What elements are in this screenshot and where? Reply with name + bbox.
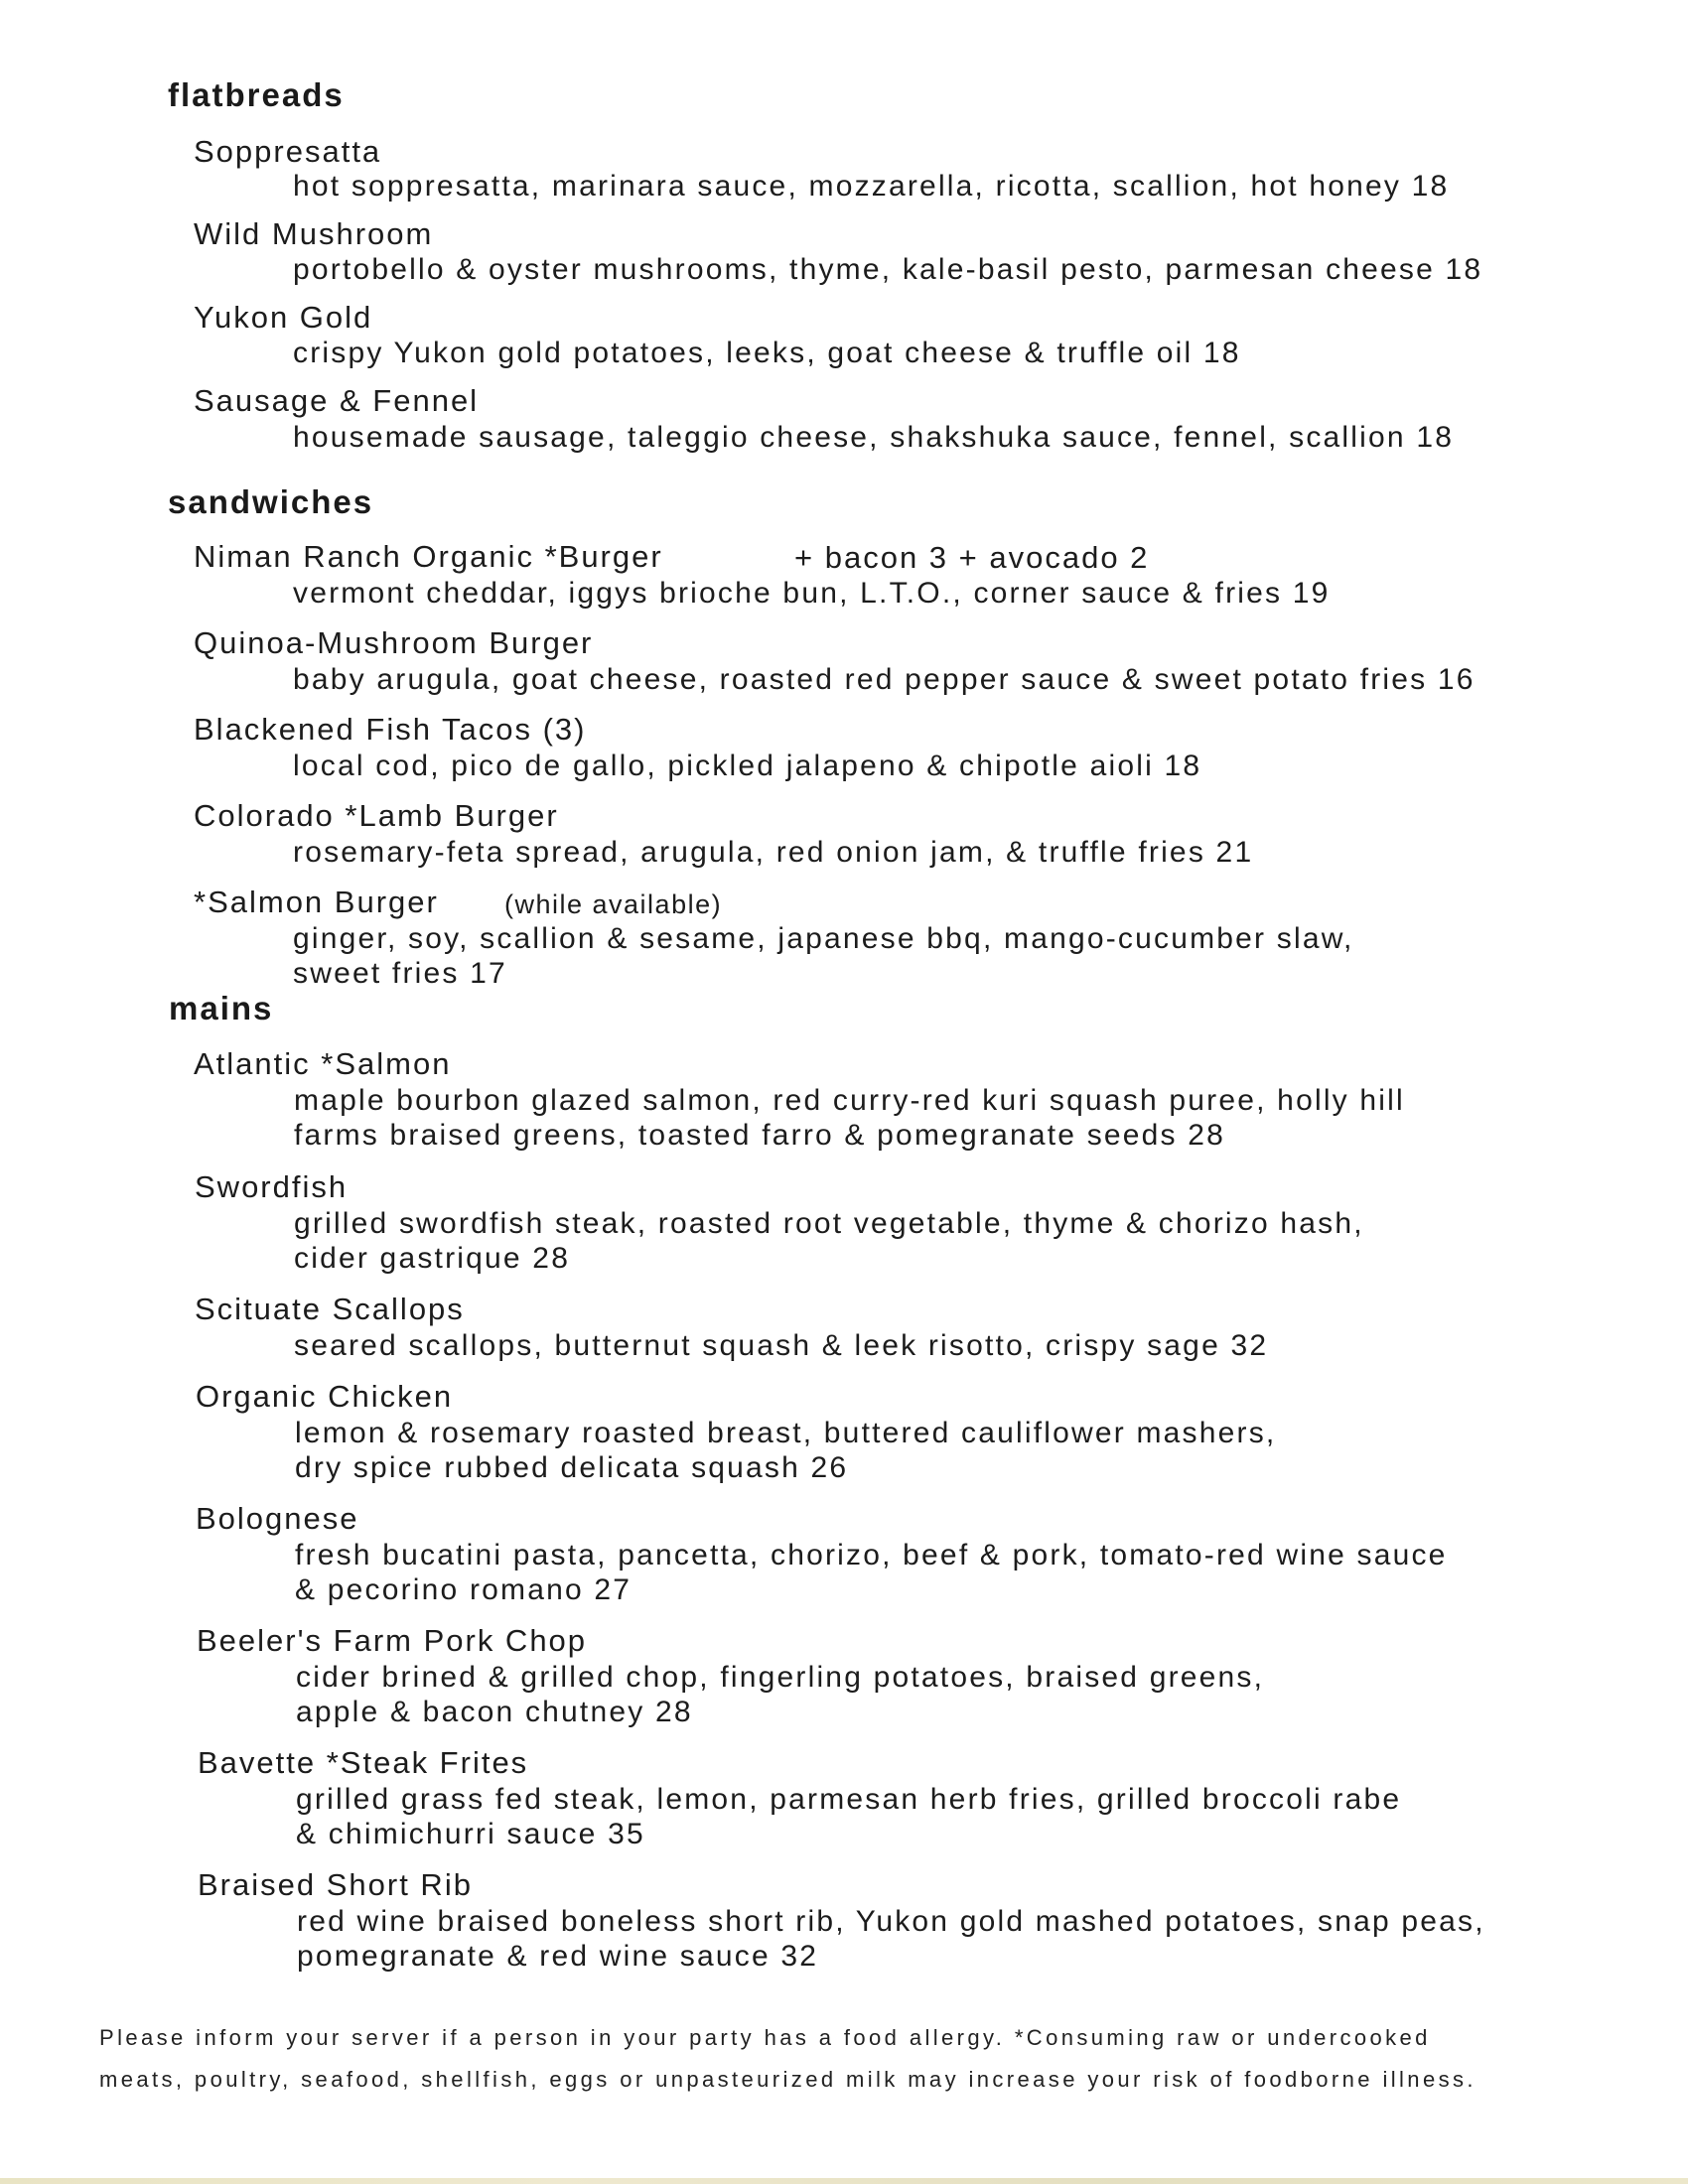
item-desc-scituate-scallops: seared scallops, butternut squash & leek risotto, crispy sage 32 <box>294 1329 1269 1362</box>
allergy-disclaimer-line-2: meats, poultry, seafood, shellfish, eggs or unpasteurized milk may increase your risk of foodborne illness. <box>99 2067 1477 2092</box>
item-name-swordfish: Swordfish <box>195 1169 349 1204</box>
item-desc-atlantic-salmon-2: farms braised greens, toasted farro & pomegranate seeds 28 <box>294 1119 1226 1152</box>
item-desc-blackened-fish-tacos: local cod, pico de gallo, pickled jalapeno & chipotle aioli 18 <box>293 750 1202 782</box>
item-addon-niman-ranch-burger: + bacon 3 + avocado 2 <box>794 540 1150 575</box>
allergy-disclaimer <box>99 2017 1628 2101</box>
item-desc-swordfish: grilled swordfish steak, roasted root vegetable, thyme & chorizo hash, <box>294 1207 1364 1240</box>
item-name-sausage-fennel: Sausage & Fennel <box>194 383 480 418</box>
item-name-scituate-scallops: Scituate Scallops <box>195 1292 465 1326</box>
item-desc-organic-chicken-2: dry spice rubbed delicata squash 26 <box>295 1451 849 1484</box>
item-desc-salmon-burger: ginger, soy, scallion & sesame, japanese bbq, mango-cucumber slaw, <box>293 922 1354 955</box>
item-desc-bolognese: fresh bucatini pasta, pancetta, chorizo, beef & pork, tomato-red wine sauce <box>295 1539 1448 1571</box>
item-desc-pork-chop-2: apple & bacon chutney 28 <box>296 1696 693 1728</box>
scan-edge-strip <box>0 2178 1688 2184</box>
item-name-quinoa-mushroom-burger: Quinoa-Mushroom Burger <box>194 625 594 660</box>
item-desc-bolognese-2: & pecorino romano 27 <box>295 1573 633 1606</box>
item-desc-soppresatta: hot soppresatta, marinara sauce, mozzarella, ricotta, scallion, hot honey 18 <box>293 170 1450 203</box>
item-desc-organic-chicken: lemon & rosemary roasted breast, buttered cauliflower mashers, <box>295 1417 1277 1449</box>
item-name-yukon-gold: Yukon Gold <box>194 300 373 335</box>
item-name-salmon-burger: *Salmon Burger <box>194 885 439 919</box>
item-desc-braised-short-rib-2: pomegranate & red wine sauce 32 <box>297 1940 819 1973</box>
item-desc-pork-chop: cider brined & grilled chop, fingerling potatoes, braised greens, <box>296 1661 1265 1694</box>
item-desc-niman-ranch-burger: vermont cheddar, iggys brioche bun, L.T.O., corner sauce & fries 19 <box>293 577 1331 610</box>
section-title-mains: mains <box>169 990 274 1026</box>
item-name-bolognese: Bolognese <box>196 1501 359 1536</box>
item-name-wild-mushroom: Wild Mushroom <box>194 216 434 251</box>
section-title-flatbreads: flatbreads <box>168 76 345 113</box>
item-name-pork-chop: Beeler's Farm Pork Chop <box>197 1623 588 1658</box>
item-desc-yukon-gold: crispy Yukon gold potatoes, leeks, goat cheese & truffle oil 18 <box>293 337 1241 369</box>
item-name-braised-short-rib: Braised Short Rib <box>198 1867 473 1902</box>
item-desc-sausage-fennel: housemade sausage, taleggio cheese, shakshuka sauce, fennel, scallion 18 <box>293 421 1455 454</box>
item-name-niman-ranch-burger: Niman Ranch Organic *Burger <box>194 539 663 574</box>
item-desc-bavette-steak-frites: grilled grass fed steak, lemon, parmesan herb fries, grilled broccoli rabe <box>296 1783 1402 1816</box>
allergy-disclaimer-line-1: Please inform your server if a person in your party has a food allergy. *Consuming raw or undercooked <box>99 2025 1431 2050</box>
item-desc-atlantic-salmon: maple bourbon glazed salmon, red curry-red kuri squash puree, holly hill <box>294 1084 1405 1117</box>
item-name-atlantic-salmon: Atlantic *Salmon <box>194 1046 452 1081</box>
item-name-blackened-fish-tacos: Blackened Fish Tacos (3) <box>194 712 587 747</box>
item-desc-quinoa-mushroom-burger: baby arugula, goat cheese, roasted red pepper sauce & sweet potato fries 16 <box>293 663 1476 696</box>
item-name-organic-chicken: Organic Chicken <box>196 1379 454 1414</box>
item-desc-wild-mushroom: portobello & oyster mushrooms, thyme, kale-basil pesto, parmesan cheese 18 <box>293 253 1483 286</box>
section-title-sandwiches: sandwiches <box>168 483 374 520</box>
item-desc-colorado-lamb-burger: rosemary-feta spread, arugula, red onion jam, & truffle fries 21 <box>293 836 1254 869</box>
item-desc-swordfish-2: cider gastrique 28 <box>294 1242 571 1275</box>
item-note-salmon-burger: (while available) <box>504 889 723 919</box>
item-name-colorado-lamb-burger: Colorado *Lamb Burger <box>194 798 559 833</box>
item-desc-salmon-burger-2: sweet fries 17 <box>293 957 507 990</box>
item-name-soppresatta: Soppresatta <box>194 134 382 169</box>
item-desc-bavette-steak-frites-2: & chimichurri sauce 35 <box>296 1818 645 1850</box>
item-name-bavette-steak-frites: Bavette *Steak Frites <box>198 1745 529 1780</box>
item-desc-braised-short-rib: red wine braised boneless short rib, Yukon gold mashed potatoes, snap peas, <box>297 1905 1485 1938</box>
